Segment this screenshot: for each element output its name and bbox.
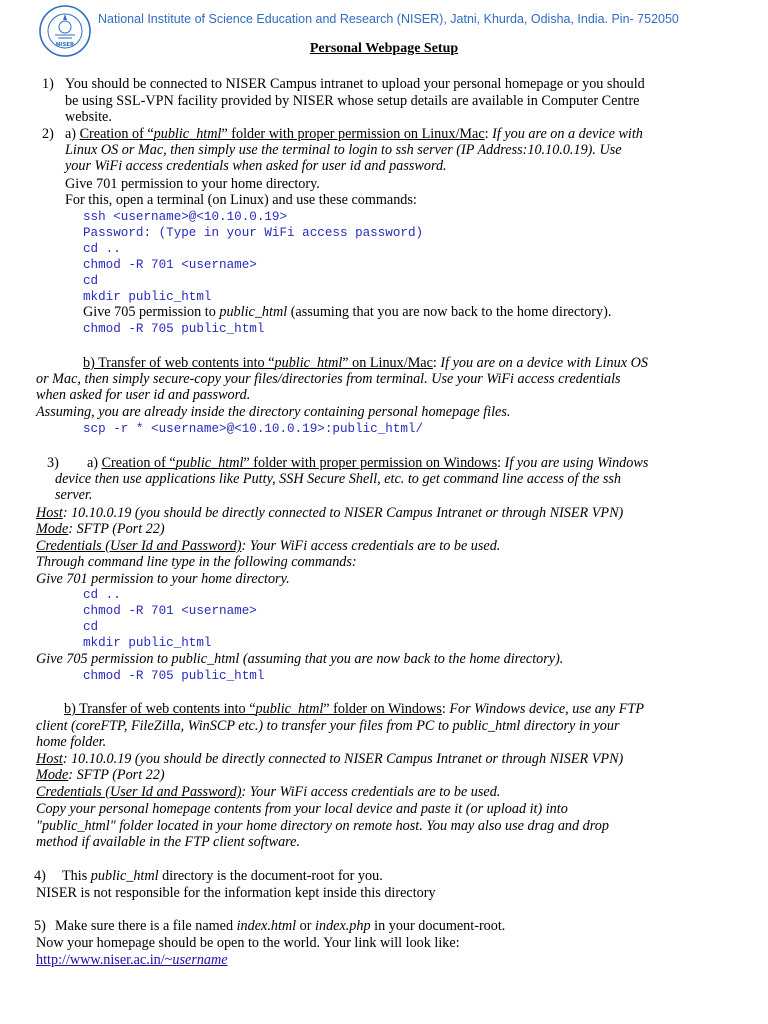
section-2a-line: Give 701 permission to your home directory. bbox=[65, 176, 320, 192]
mode-line: Mode: SFTP (Port 22) bbox=[36, 521, 165, 537]
section-3a-line: Through command line type in the following commands: bbox=[36, 554, 357, 570]
credentials-line: Credentials (User Id and Password): Your WiFi access credentials are to be used. bbox=[36, 538, 501, 554]
section-5-line: Make sure there is a file named index.html or index.php in your document-root. bbox=[55, 918, 506, 934]
svg-text:NISER: NISER bbox=[55, 42, 75, 48]
section-3b-heading: b) Transfer of web contents into “public_html” folder on Windows: For Windows device, use any FTP bbox=[64, 701, 644, 717]
section-1-line: You should be connected to NISER Campus intranet to upload your personal homepage or you should bbox=[65, 76, 645, 92]
section-3a-line: server. bbox=[55, 487, 93, 503]
command-line: Password: (Type in your WiFi access password) bbox=[83, 226, 424, 240]
command-line: cd bbox=[83, 274, 99, 288]
section-2b-heading: b) Transfer of web contents into “public_html” on Linux/Mac: If you are on a device with Linux OS bbox=[83, 355, 648, 371]
host-line: Host: 10.10.0.19 (you should be directly connected to NISER Campus Intranet or through NISER VPN) bbox=[36, 751, 624, 767]
section-3a-heading: a) Creation of “public_html” folder with proper permission on Windows: If you are using Windows bbox=[87, 455, 649, 471]
section-2b-line: Assuming, you are already inside the directory containing personal homepage files. bbox=[36, 404, 511, 420]
homepage-link[interactable]: http://www.niser.ac.in/~username bbox=[36, 952, 228, 968]
section-3a-line: device then use applications like Putty, SSH Secure Shell, etc. to get command line access of the ssh bbox=[55, 471, 622, 487]
section-4-line: NISER is not responsible for the information kept inside this directory bbox=[36, 885, 436, 901]
section-3a-line: Give 705 permission to public_html (assuming that you are now back to the home directory). bbox=[36, 651, 564, 667]
section-2-number: 2) bbox=[42, 126, 54, 142]
command-line: cd bbox=[83, 620, 99, 634]
section-3b-line: home folder. bbox=[36, 734, 107, 750]
section-1-number: 1) bbox=[42, 76, 54, 92]
host-line: Host: 10.10.0.19 (you should be directly connected to NISER Campus Intranet or through NISER VPN) bbox=[36, 505, 624, 521]
section-1-line: website. bbox=[65, 109, 112, 125]
section-2a-line: your WiFi access credentials when asked for user id and password. bbox=[65, 158, 447, 174]
command-line: chmod -R 705 public_html bbox=[83, 669, 265, 683]
command-line: cd .. bbox=[83, 588, 121, 602]
section-3b-line: Copy your personal homepage contents from your local device and paste it (or upload it) into bbox=[36, 801, 568, 817]
section-2b-line: when asked for user id and password. bbox=[36, 387, 251, 403]
section-1-line: be using SSL-VPN facility provided by NISER whose setup details are available in Computer Centre bbox=[65, 93, 640, 109]
section-2a-line: Give 705 permission to public_html (assuming that you are now back to the home directory). bbox=[83, 304, 612, 320]
section-3-number: 3) bbox=[47, 455, 59, 471]
command-line: chmod -R 701 <username> bbox=[83, 604, 257, 618]
section-3b-line: method if available in the FTP client software. bbox=[36, 834, 301, 850]
section-3b-line: "public_html" folder located in your home directory on remote host. You may also use drag and drop bbox=[36, 818, 609, 834]
section-2a-line: Linux OS or Mac, then simply use the terminal to login to ssh server (IP Address:10.10.0.19). Use bbox=[65, 142, 622, 158]
institute-name: National Institute of Science Education and Research (NISER), Jatni, Khurda, Odisha, India. Pin- 752050 bbox=[98, 12, 679, 26]
section-2a-line: For this, open a terminal (on Linux) and use these commands: bbox=[65, 192, 417, 208]
section-5-line: Now your homepage should be open to the world. Your link will look like: bbox=[36, 935, 460, 951]
section-3b-line: client (coreFTP, FileZilla, WinSCP etc.) to transfer your files from PC to public_html directory in your bbox=[36, 718, 620, 734]
section-2b-line: or Mac, then simply secure-copy your files/directories from terminal. Use your WiFi access credentials bbox=[36, 371, 621, 387]
command-line: ssh <username>@<10.10.0.19> bbox=[83, 210, 288, 224]
command-line: chmod -R 705 public_html bbox=[83, 322, 265, 336]
command-line: mkdir public_html bbox=[83, 636, 212, 650]
credentials-line: Credentials (User Id and Password): Your WiFi access credentials are to be used. bbox=[36, 784, 501, 800]
section-3a-line: Give 701 permission to your home directory. bbox=[36, 571, 290, 587]
command-line: chmod -R 701 <username> bbox=[83, 258, 257, 272]
page-title: Personal Webpage Setup bbox=[309, 41, 459, 56]
section-4-line: This public_html directory is the document-root for you. bbox=[62, 868, 383, 884]
section-4-number: 4) bbox=[34, 868, 46, 884]
command-line: cd .. bbox=[83, 242, 121, 256]
command-line: scp -r * <username>@<10.10.0.19>:public_html/ bbox=[83, 422, 424, 436]
section-2a-heading: a) Creation of “public_html” folder with proper permission on Linux/Mac: If you are on a device with bbox=[65, 126, 643, 142]
command-line: mkdir public_html bbox=[83, 290, 212, 304]
homepage-link-line bbox=[36, 952, 228, 968]
section-5-number: 5) bbox=[34, 918, 46, 934]
mode-line: Mode: SFTP (Port 22) bbox=[36, 767, 165, 783]
